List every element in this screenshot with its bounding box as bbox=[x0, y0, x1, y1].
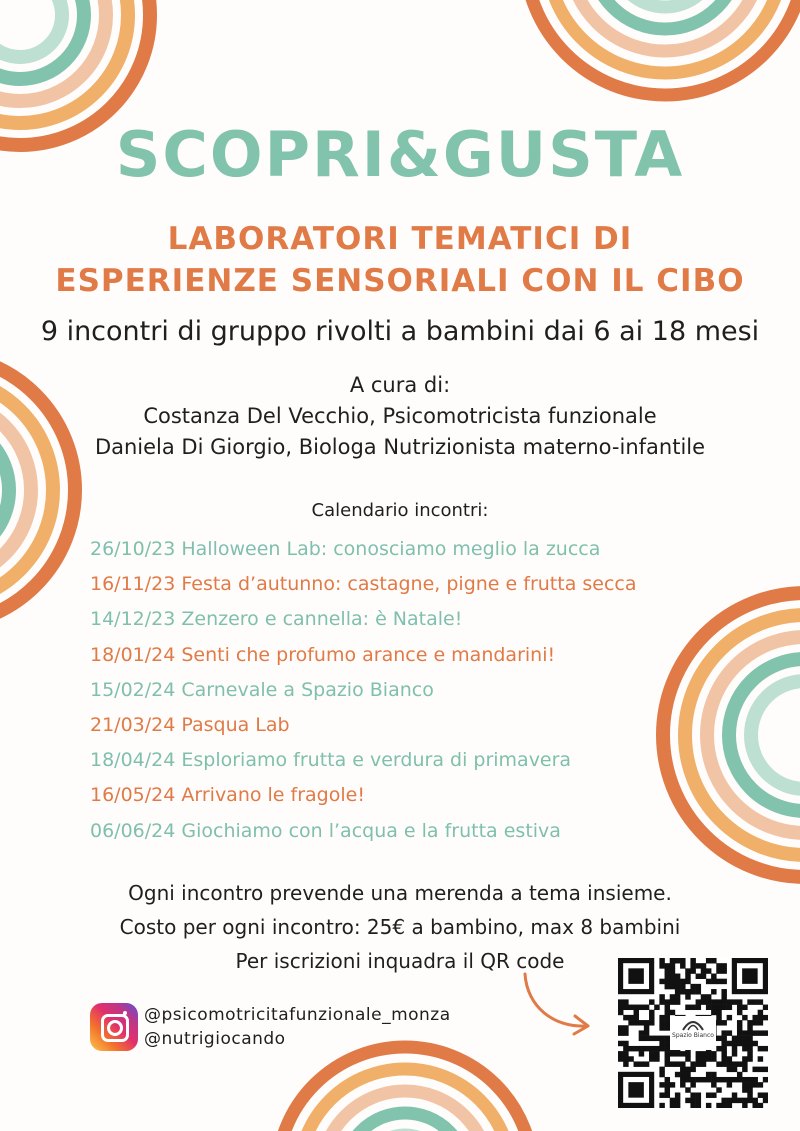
qr-badge-label: Spazio Bianco bbox=[672, 1032, 714, 1039]
calendar-item: 21/03/24 Pasqua Lab bbox=[90, 713, 290, 736]
note-registration: Per iscrizioni inquadra il QR code bbox=[235, 949, 565, 973]
note-snack: Ogni incontro prevende una merenda a tema insieme. bbox=[128, 881, 672, 905]
credits-person-1: Costanza Del Vecchio, Psicomotricista funzionale bbox=[143, 404, 657, 428]
arrow-icon bbox=[515, 968, 595, 1038]
poster-title: SCOPRI&GUSTA bbox=[115, 118, 685, 191]
calendar-item: 14/12/23 Zenzero e cannella: è Natale! bbox=[90, 608, 463, 631]
calendar-item: 16/05/24 Arrivano le fragole! bbox=[90, 784, 365, 807]
credits-heading: A cura di: bbox=[349, 373, 451, 397]
calendar-item: 18/01/24 Senti che profumo arance e mandarini! bbox=[90, 643, 556, 666]
social-handle-2[interactable]: @nutrigiocando bbox=[144, 1029, 286, 1049]
calendar-item: 15/02/24 Carnevale a Spazio Bianco bbox=[90, 678, 434, 701]
poster-subtitle bbox=[0, 218, 800, 302]
lead-text: 9 incontri di gruppo rivolti a bambini dai 6 ai 18 mesi bbox=[40, 316, 760, 347]
calendar-heading: Calendario incontri: bbox=[311, 500, 489, 521]
credits-person-2: Daniela Di Giorgio, Biologa Nutrizionista materno-infantile bbox=[94, 435, 706, 459]
qr-code[interactable] bbox=[618, 958, 768, 1108]
spazio-bianco-logo-icon bbox=[682, 1018, 704, 1032]
subtitle-line-1: LABORATORI TEMATICI DI bbox=[167, 221, 633, 257]
instagram-icon bbox=[90, 1003, 138, 1051]
note-cost: Costo per ogni incontro: 25€ a bambino, max 8 bambini bbox=[119, 915, 681, 939]
qr-badge bbox=[670, 1016, 716, 1050]
calendar-item: 26/10/23 Halloween Lab: conosciamo meglio la zucca bbox=[90, 538, 601, 560]
credits-block bbox=[0, 370, 800, 463]
social-handles bbox=[144, 1003, 451, 1051]
subtitle-line-2: ESPERIENZE SENSORIALI CON IL CIBO bbox=[55, 263, 745, 299]
social-handle-1[interactable]: @psicomotricitafunzionale_monza bbox=[144, 1005, 451, 1025]
calendar-item: 18/04/24 Esploriamo frutta e verdura di primavera bbox=[90, 749, 572, 772]
calendar-item: 16/11/23 Festa d’autunno: castagne, pigne e frutta secca bbox=[90, 573, 637, 596]
calendar-item: 06/06/24 Giochiamo con l’acqua e la frutta estiva bbox=[90, 819, 561, 842]
calendar-list bbox=[90, 534, 790, 851]
arc-group-top-right bbox=[525, 0, 800, 95]
arc-group-bottom bbox=[277, 1047, 533, 1131]
